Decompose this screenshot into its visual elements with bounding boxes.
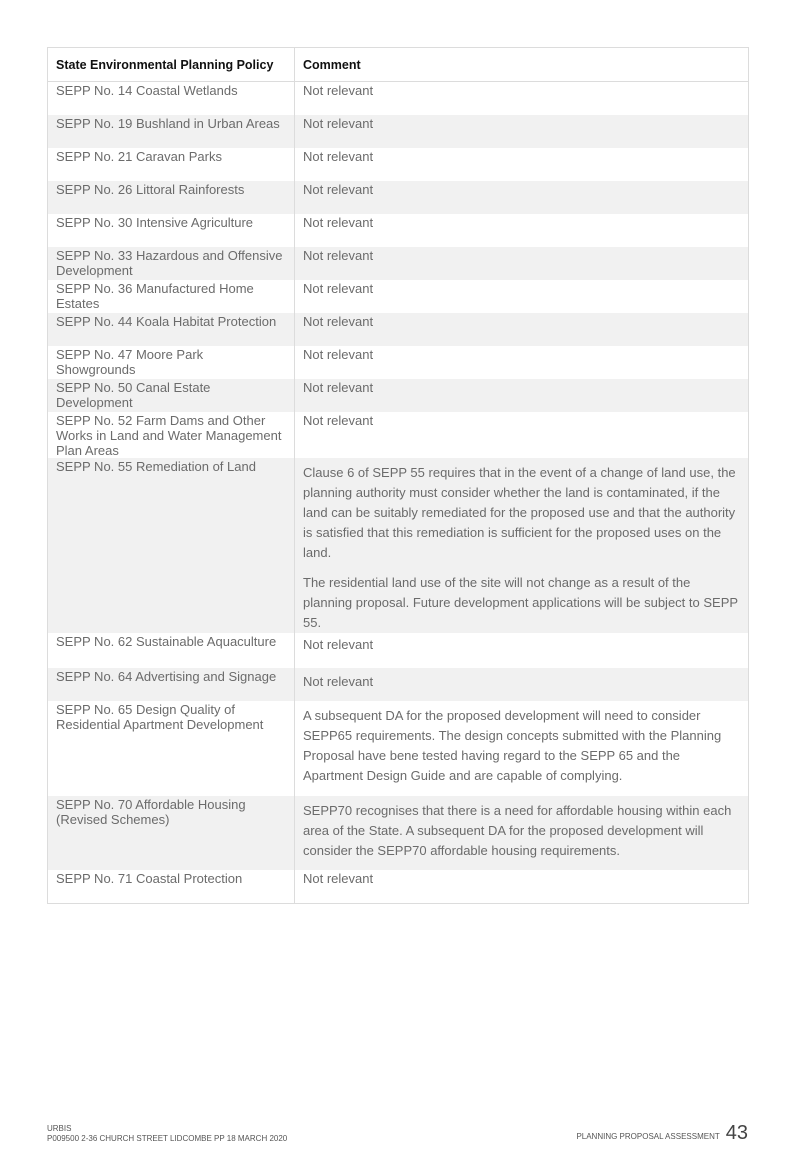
comment-text: Not relevant	[303, 148, 374, 164]
comment-text: Not relevant	[303, 870, 374, 886]
comment-cell	[295, 247, 749, 280]
table-row	[48, 115, 749, 148]
policy-cell: SEPP No. 65 Design Quality of Residential Apartment Development	[56, 701, 264, 732]
column-header-policy: State Environmental Planning Policy	[48, 48, 295, 82]
table-row	[48, 668, 749, 701]
comment-text: Not relevant	[303, 412, 374, 428]
comment-text: A subsequent DA for the proposed development will need to consider SEPP65 requirements. The design concepts submitted with the Planning Proposal have bene tested having regard to the SEPP 65 and the Apartment Design Guide and are capable of complying.	[303, 707, 722, 783]
comment-text: Not relevant	[303, 280, 374, 296]
footer-project: P009500 2-36 CHURCH STREET LIDCOMBE PP 18 MARCH 2020	[47, 1134, 288, 1143]
policy-cell: SEPP No. 71 Coastal Protection	[48, 870, 295, 904]
policy-cell: SEPP No. 14 Coastal Wetlands	[56, 83, 238, 98]
table-row	[48, 214, 749, 247]
comment-cell	[295, 379, 749, 412]
comment-cell	[295, 668, 749, 701]
comment-text: The residential land use of the site will not change as a result of the planning proposal. Future development applications will be subject to SEPP 55.	[303, 574, 738, 630]
comment-text: Not relevant	[303, 346, 374, 362]
table-row	[48, 412, 749, 458]
table-row	[48, 82, 749, 115]
comment-cell	[295, 870, 749, 904]
policy-cell: SEPP No. 62 Sustainable Aquaculture	[56, 633, 277, 649]
comment-cell	[295, 148, 749, 181]
comment-text: Not relevant	[303, 115, 374, 131]
comment-text: Not relevant	[303, 636, 374, 652]
footer-left	[47, 1124, 287, 1144]
policy-cell: SEPP No. 30 Intensive Agriculture	[56, 214, 254, 230]
comment-cell	[295, 701, 749, 796]
comment-cell	[295, 115, 749, 148]
policy-cell: SEPP No. 50 Canal Estate Development	[48, 379, 295, 412]
footer-right	[576, 1122, 748, 1145]
comment-text: Not relevant	[303, 673, 374, 689]
policy-cell: SEPP No. 26 Littoral Rainforests	[48, 181, 295, 214]
policy-cell: SEPP No. 21 Caravan Parks	[56, 148, 222, 164]
table-row	[48, 346, 749, 379]
table-row	[48, 148, 749, 181]
comment-cell	[295, 412, 749, 458]
policy-cell: SEPP No. 52 Farm Dams and Other Works in Land and Water Management Plan Areas	[56, 412, 282, 458]
comment-cell	[295, 796, 749, 870]
page-number: 43	[725, 1122, 748, 1144]
comment-cell	[295, 633, 749, 668]
sepp-table	[47, 47, 749, 904]
policy-cell: SEPP No. 64 Advertising and Signage	[48, 668, 295, 701]
comment-cell	[295, 458, 749, 633]
table-row	[48, 247, 749, 280]
table-row	[48, 181, 749, 214]
policy-cell: SEPP No. 33 Hazardous and Offensive Development	[48, 247, 295, 280]
footer-company: URBIS	[47, 1124, 72, 1133]
comment-text: Not relevant	[303, 313, 374, 329]
table-row	[48, 701, 749, 796]
table-row	[48, 870, 749, 904]
column-header-comment: Comment	[295, 48, 749, 82]
comment-cell	[295, 82, 749, 115]
comment-text: Not relevant	[303, 379, 374, 395]
policy-cell: SEPP No. 19 Bushland in Urban Areas	[48, 115, 295, 148]
policy-cell: SEPP No. 55 Remediation of Land	[48, 458, 295, 633]
table-row	[48, 379, 749, 412]
table-row	[48, 633, 749, 668]
table-row	[48, 458, 749, 633]
comment-cell	[295, 346, 749, 379]
comment-cell	[295, 181, 749, 214]
policy-cell: SEPP No. 70 Affordable Housing (Revised Schemes)	[48, 796, 295, 870]
comment-text: Not relevant	[303, 214, 374, 230]
policy-cell: SEPP No. 44 Koala Habitat Protection	[48, 313, 295, 346]
table-header-row	[48, 48, 749, 82]
policy-cell: SEPP No. 36 Manufactured Home Estates	[56, 280, 254, 311]
footer-section-title: PLANNING PROPOSAL ASSESSMENT	[576, 1132, 720, 1141]
comment-text: Not relevant	[303, 181, 374, 197]
comment-text: SEPP70 recognises that there is a need for affordable housing within each area of the State. A subsequent DA for the proposed development will consider the SEPP70 affordable housing requirements.	[303, 802, 732, 858]
table-row	[48, 280, 749, 313]
comment-cell	[295, 214, 749, 247]
comment-text: Not relevant	[303, 247, 374, 263]
table-row	[48, 313, 749, 346]
comment-cell	[295, 280, 749, 313]
comment-cell	[295, 313, 749, 346]
policy-cell: SEPP No. 47 Moore Park Showgrounds	[56, 346, 204, 377]
comment-text: Not relevant	[303, 83, 374, 98]
comment-text: Clause 6 of SEPP 55 requires that in the event of a change of land use, the planning authority must consider whether the land is contaminated, if the land can be suitably remediated for the proposed use and that the authority is satisfied that this remediation is sufficient for the proposed uses on the land.	[303, 464, 736, 560]
table-row	[48, 796, 749, 870]
